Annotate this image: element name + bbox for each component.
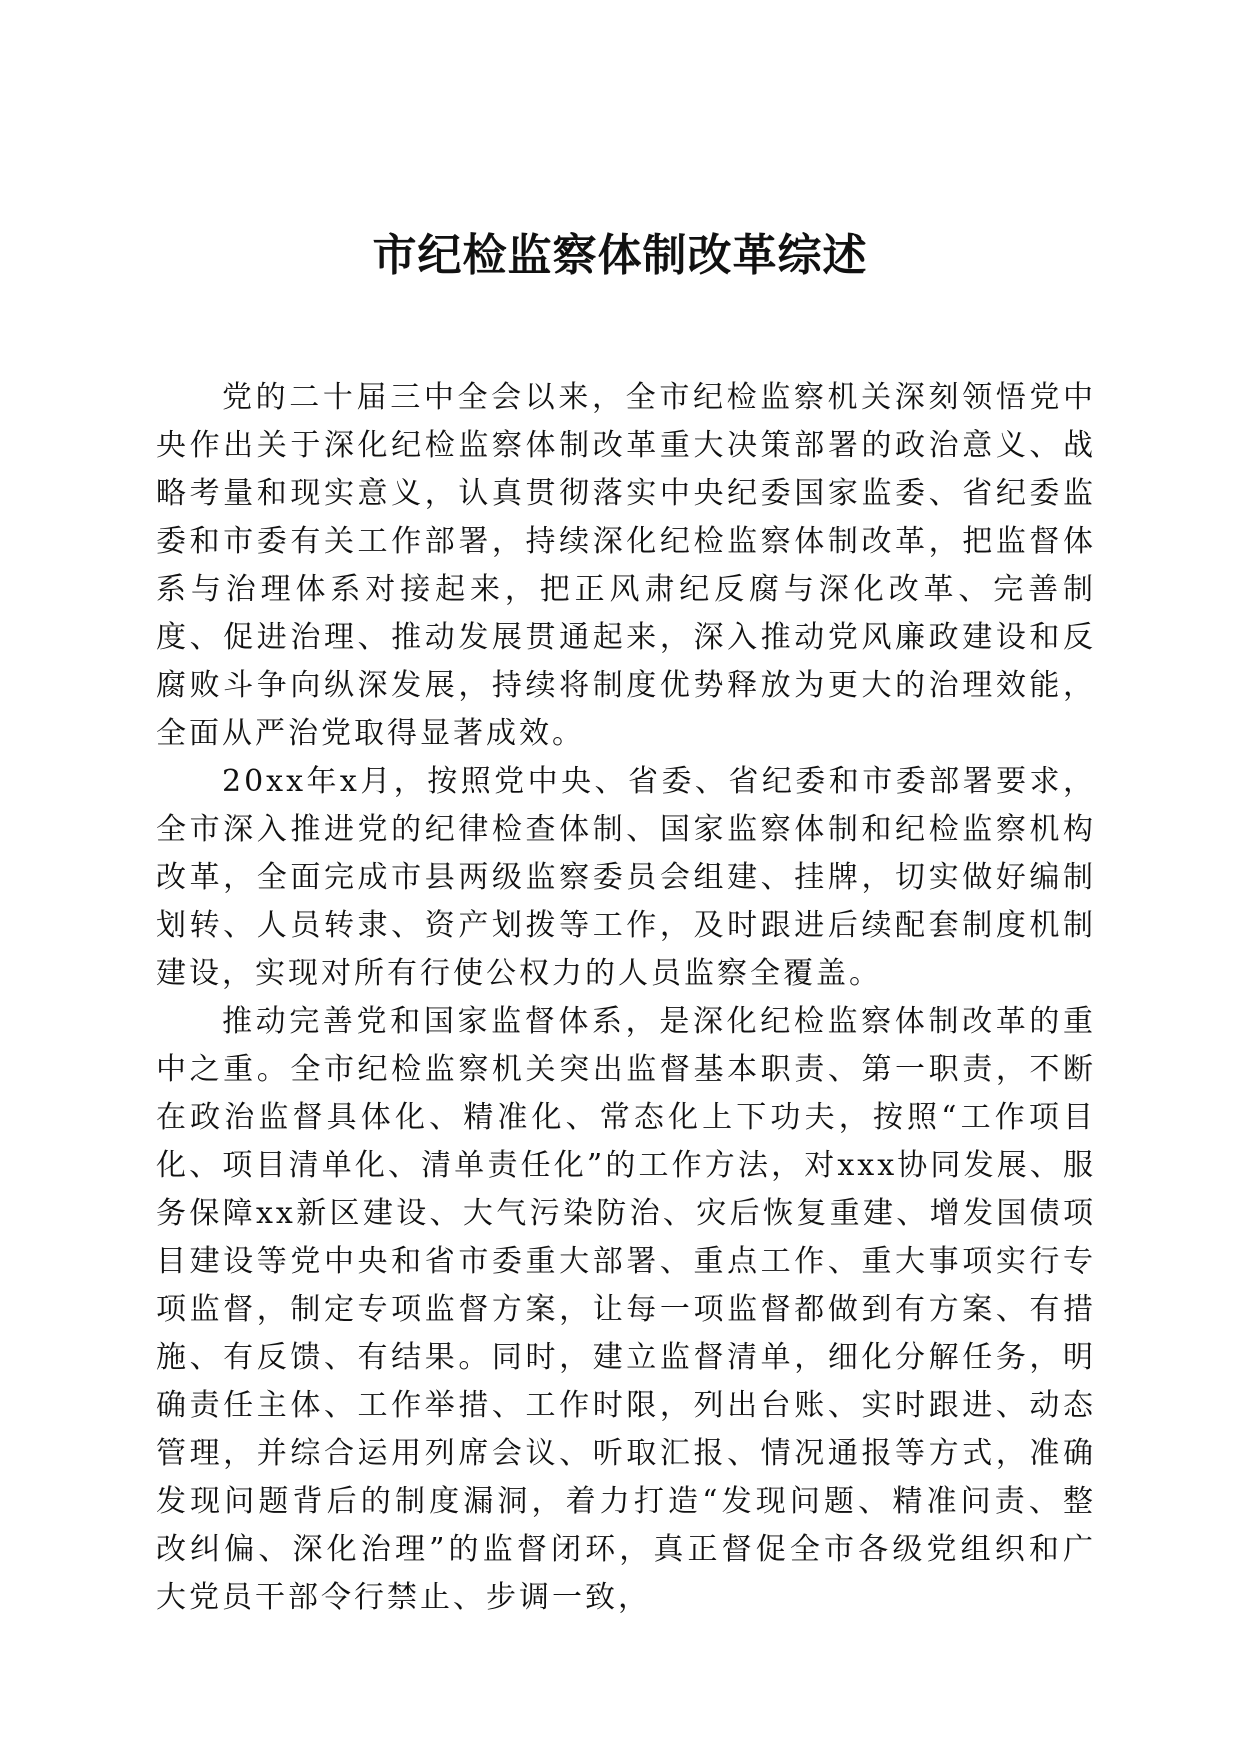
paragraph: 20xx年x月，按照党中央、省委、省纪委和市委部署要求，全市深入推进党的纪律检查体制、国家监察体制和纪检监察机构改革，全面完成市县两级监察委员会组建、挂牌，切实做好编制划转、人员转隶、资产划拨等工作，及时跟进后续配套制度机制建设，实现对所有行使公权力的人员监察全覆盖。	[156, 764, 1096, 991]
document-body	[156, 374, 1096, 1622]
document-title: 市纪检监察体制改革综述	[372, 230, 868, 281]
paragraph: 党的二十届三中全会以来，全市纪检监察机关深刻领悟党中央作出关于深化纪检监察体制改革重大决策部署的政治意义、战略考量和现实意义，认真贯彻落实中央纪委国家监委、省纪委监委和市委有关工作部署，持续深化纪检监察体制改革，把监督体系与治理体系对接起来，把正风肃纪反腐与深化改革、完善制度、促进治理、推动发展贯通起来，深入推动党风廉政建设和反腐败斗争向纵深发展，持续将制度优势释放为更大的治理效能，全面从严治党取得显著成效。	[156, 380, 1096, 751]
paragraph: 推动完善党和国家监督体系，是深化纪检监察体制改革的重中之重。全市纪检监察机关突出监督基本职责、第一职责，不断在政治监督具体化、精准化、常态化上下功夫，按照“工作项目化、项目清单化、清单责任化”的工作方法，对xxx协同发展、服务保障xx新区建设、大气污染防治、灾后恢复重建、增发国债项目建设等党中央和省市委重大部署、重点工作、重大事项实行专项监督，制定专项监督方案，让每一项监督都做到有方案、有措施、有反馈、有结果。同时，建立监督清单，细化分解任务，明确责任主体、工作举措、工作时限，列出台账、实时跟进、动态管理，并综合运用列席会议、听取汇报、情况通报等方式，准确发现问题背后的制度漏洞，着力打造“发现问题、精准问责、整改纠偏、深化治理”的监督闭环，真正督促全市各级党组织和广大党员干部令行禁止、步调一致，	[156, 1004, 1096, 1615]
